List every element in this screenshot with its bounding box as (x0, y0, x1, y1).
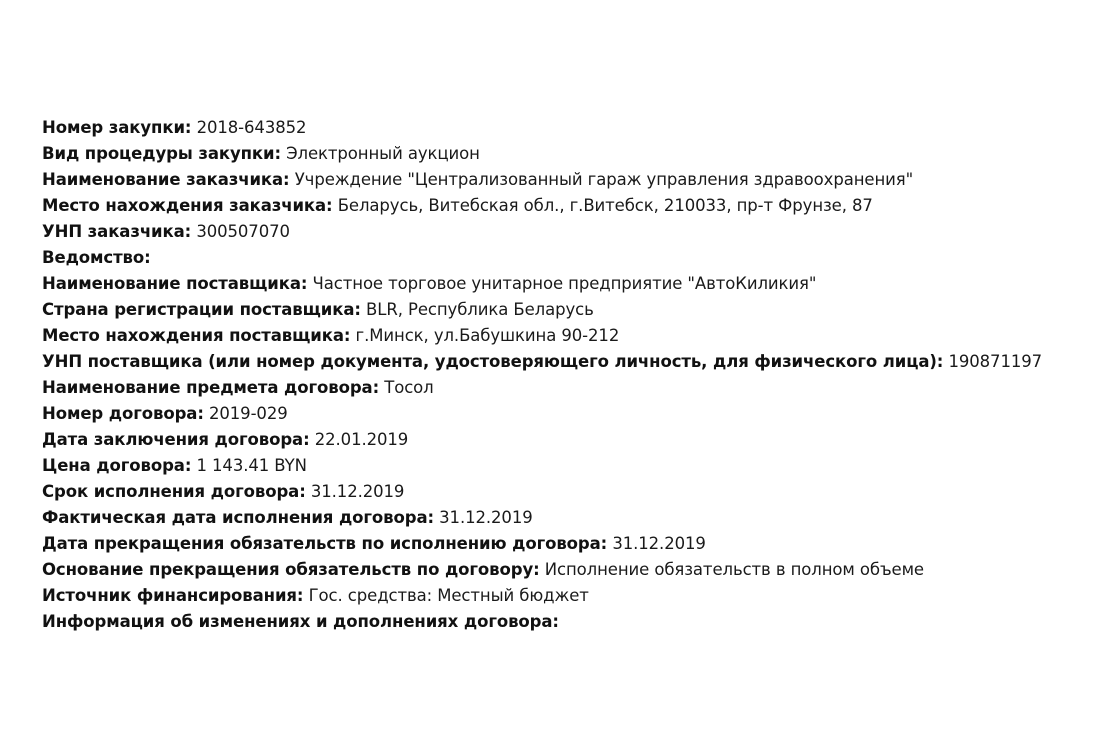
field-label: Информация об изменениях и дополнениях договора: (42, 612, 559, 631)
field-label: Дата заключения договора: (42, 430, 310, 449)
field-label: Номер закупки: (42, 118, 192, 137)
field-label: Дата прекращения обязательств по исполнению договора: (42, 534, 608, 553)
field-purchase-number (42, 115, 1092, 141)
field-termination-date (42, 531, 1092, 557)
field-contract-number (42, 401, 1092, 427)
field-label: Срок исполнения договора: (42, 482, 306, 501)
field-supplier-unp (42, 349, 1092, 375)
field-customer-unp (42, 219, 1092, 245)
field-label: Фактическая дата исполнения договора: (42, 508, 434, 527)
field-label: УНП заказчика: (42, 222, 192, 241)
field-procedure-type (42, 141, 1092, 167)
field-value: Частное торговое унитарное предприятие "АвтоКиликия" (312, 274, 817, 293)
field-value: 190871197 (948, 352, 1043, 371)
field-label: Номер договора: (42, 404, 204, 423)
field-contract-date (42, 427, 1092, 453)
field-supplier-country (42, 297, 1092, 323)
field-label: Наименование поставщика: (42, 274, 308, 293)
field-amendments-info (42, 609, 1092, 635)
field-label: Вид процедуры закупки: (42, 144, 281, 163)
field-value: 2018-643852 (196, 118, 307, 137)
field-label: Место нахождения заказчика: (42, 196, 333, 215)
field-department (42, 245, 1092, 271)
field-label: Место нахождения поставщика: (42, 326, 351, 345)
field-supplier-name (42, 271, 1092, 297)
field-contract-price (42, 453, 1092, 479)
field-label: Цена договора: (42, 456, 192, 475)
field-value: Электронный аукцион (286, 144, 480, 163)
field-label: Страна регистрации поставщика: (42, 300, 361, 319)
field-value: 31.12.2019 (612, 534, 706, 553)
field-value: 22.01.2019 (314, 430, 409, 449)
field-customer-name (42, 167, 1092, 193)
field-value: г.Минск, ул.Бабушкина 90-212 (355, 326, 620, 345)
field-value: 2019-029 (208, 404, 288, 423)
field-value: 31.12.2019 (439, 508, 533, 527)
contract-details (42, 115, 1092, 635)
field-value: Исполнение обязательств в полном объеме (544, 560, 924, 579)
field-label: УНП поставщика (или номер документа, удостоверяющего личность, для физического лица): (42, 352, 944, 371)
field-value: 300507070 (196, 222, 290, 241)
field-value: 31.12.2019 (310, 482, 405, 501)
field-contract-subject (42, 375, 1092, 401)
field-customer-location (42, 193, 1092, 219)
field-label: Основание прекращения обязательств по договору: (42, 560, 540, 579)
field-value: 1 143.41 BYN (196, 456, 307, 475)
field-value: BLR, Республика Беларусь (366, 300, 594, 319)
field-value: Тосол (384, 378, 434, 397)
field-label: Наименование предмета договора: (42, 378, 380, 397)
field-value: Учреждение "Централизованный гараж управления здравоохранения" (294, 170, 914, 189)
field-label: Наименование заказчика: (42, 170, 290, 189)
field-supplier-location (42, 323, 1092, 349)
field-value: Гос. средства: Местный бюджет (308, 586, 589, 605)
field-termination-basis (42, 557, 1092, 583)
field-contract-term (42, 479, 1092, 505)
field-label: Источник финансирования: (42, 586, 304, 605)
field-value: Беларусь, Витебская обл., г.Витебск, 210033, пр-т Фрунзе, 87 (337, 196, 873, 215)
field-label: Ведомство: (42, 248, 151, 267)
field-actual-completion-date (42, 505, 1092, 531)
field-funding-source (42, 583, 1092, 609)
